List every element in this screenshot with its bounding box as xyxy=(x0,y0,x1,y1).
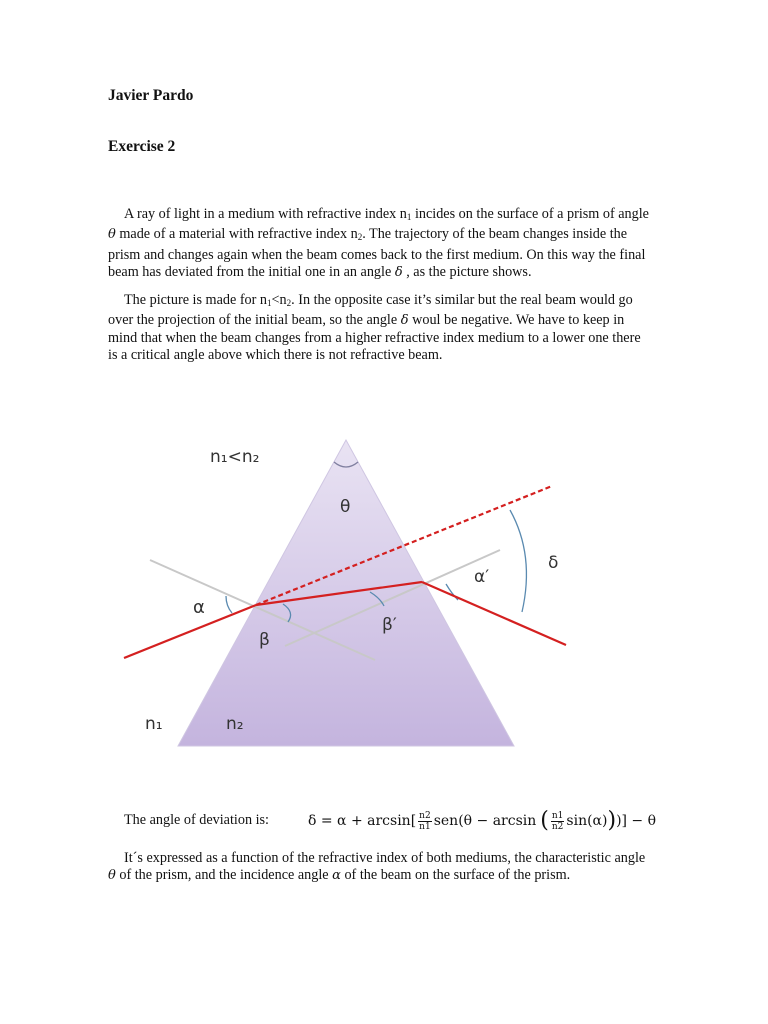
beta-label: β xyxy=(259,630,270,650)
exercise-title: Exercise 2 xyxy=(108,138,176,155)
alpha-label: α xyxy=(193,597,205,618)
deviation-formula: δ = α + arcsin[ $\frac{n2}{n1}$ sen(θ − arcsin ( $\frac{n1}{n2}$ sin(α) ) )] − θ xyxy=(308,808,657,833)
delta-arc xyxy=(510,510,526,612)
paragraph-picture-note: The picture is made for $n_1<n_2$. In the opposite case it’s similar but the real beam would go over the projection of the initial beam, so the angle δ woul be negative. We have to keep in mind that when the beam changes from a higher refractive index medium to a lower one there is a critical angle above which there is not refractive beam. xyxy=(108,292,641,364)
alpha-prime-label: α′ xyxy=(474,567,490,587)
formula-label: The angle of deviation is: xyxy=(124,812,269,828)
theta-label: θ xyxy=(340,497,351,517)
author-name: Javier Pardo xyxy=(108,87,194,104)
beta-prime-label: β′ xyxy=(382,615,397,635)
n2-label: n₂ xyxy=(226,714,244,734)
prism-diagram xyxy=(110,425,600,765)
fraction-n1-n2: $\frac{n1}{n2}$ xyxy=(551,810,564,832)
condition-label: n₁<n₂ xyxy=(210,447,260,467)
n1-label: n₁ xyxy=(145,714,163,734)
alpha-arc xyxy=(226,596,232,613)
fraction-n2-n1: $\frac{n2}{n1}$ xyxy=(419,810,431,832)
paragraph-intro: A ray of light in a medium with refractive index $n_1$ incides on the surface of a prism of angle θ made of a material with refractive index $n_2$. The trajectory of the beam changes inside the prism and changes again when the beam comes back to the first medium. On this way the final beam has deviated from the initial one in an angle δ , as the picture shows. xyxy=(108,206,649,281)
paragraph-explanation: It´s expressed as a function of the refractive index of both mediums, the characteristic angle θ of the prism, and the incidence angle α of the beam on the surface of the prism. xyxy=(108,850,646,884)
delta-label: δ xyxy=(548,553,559,573)
